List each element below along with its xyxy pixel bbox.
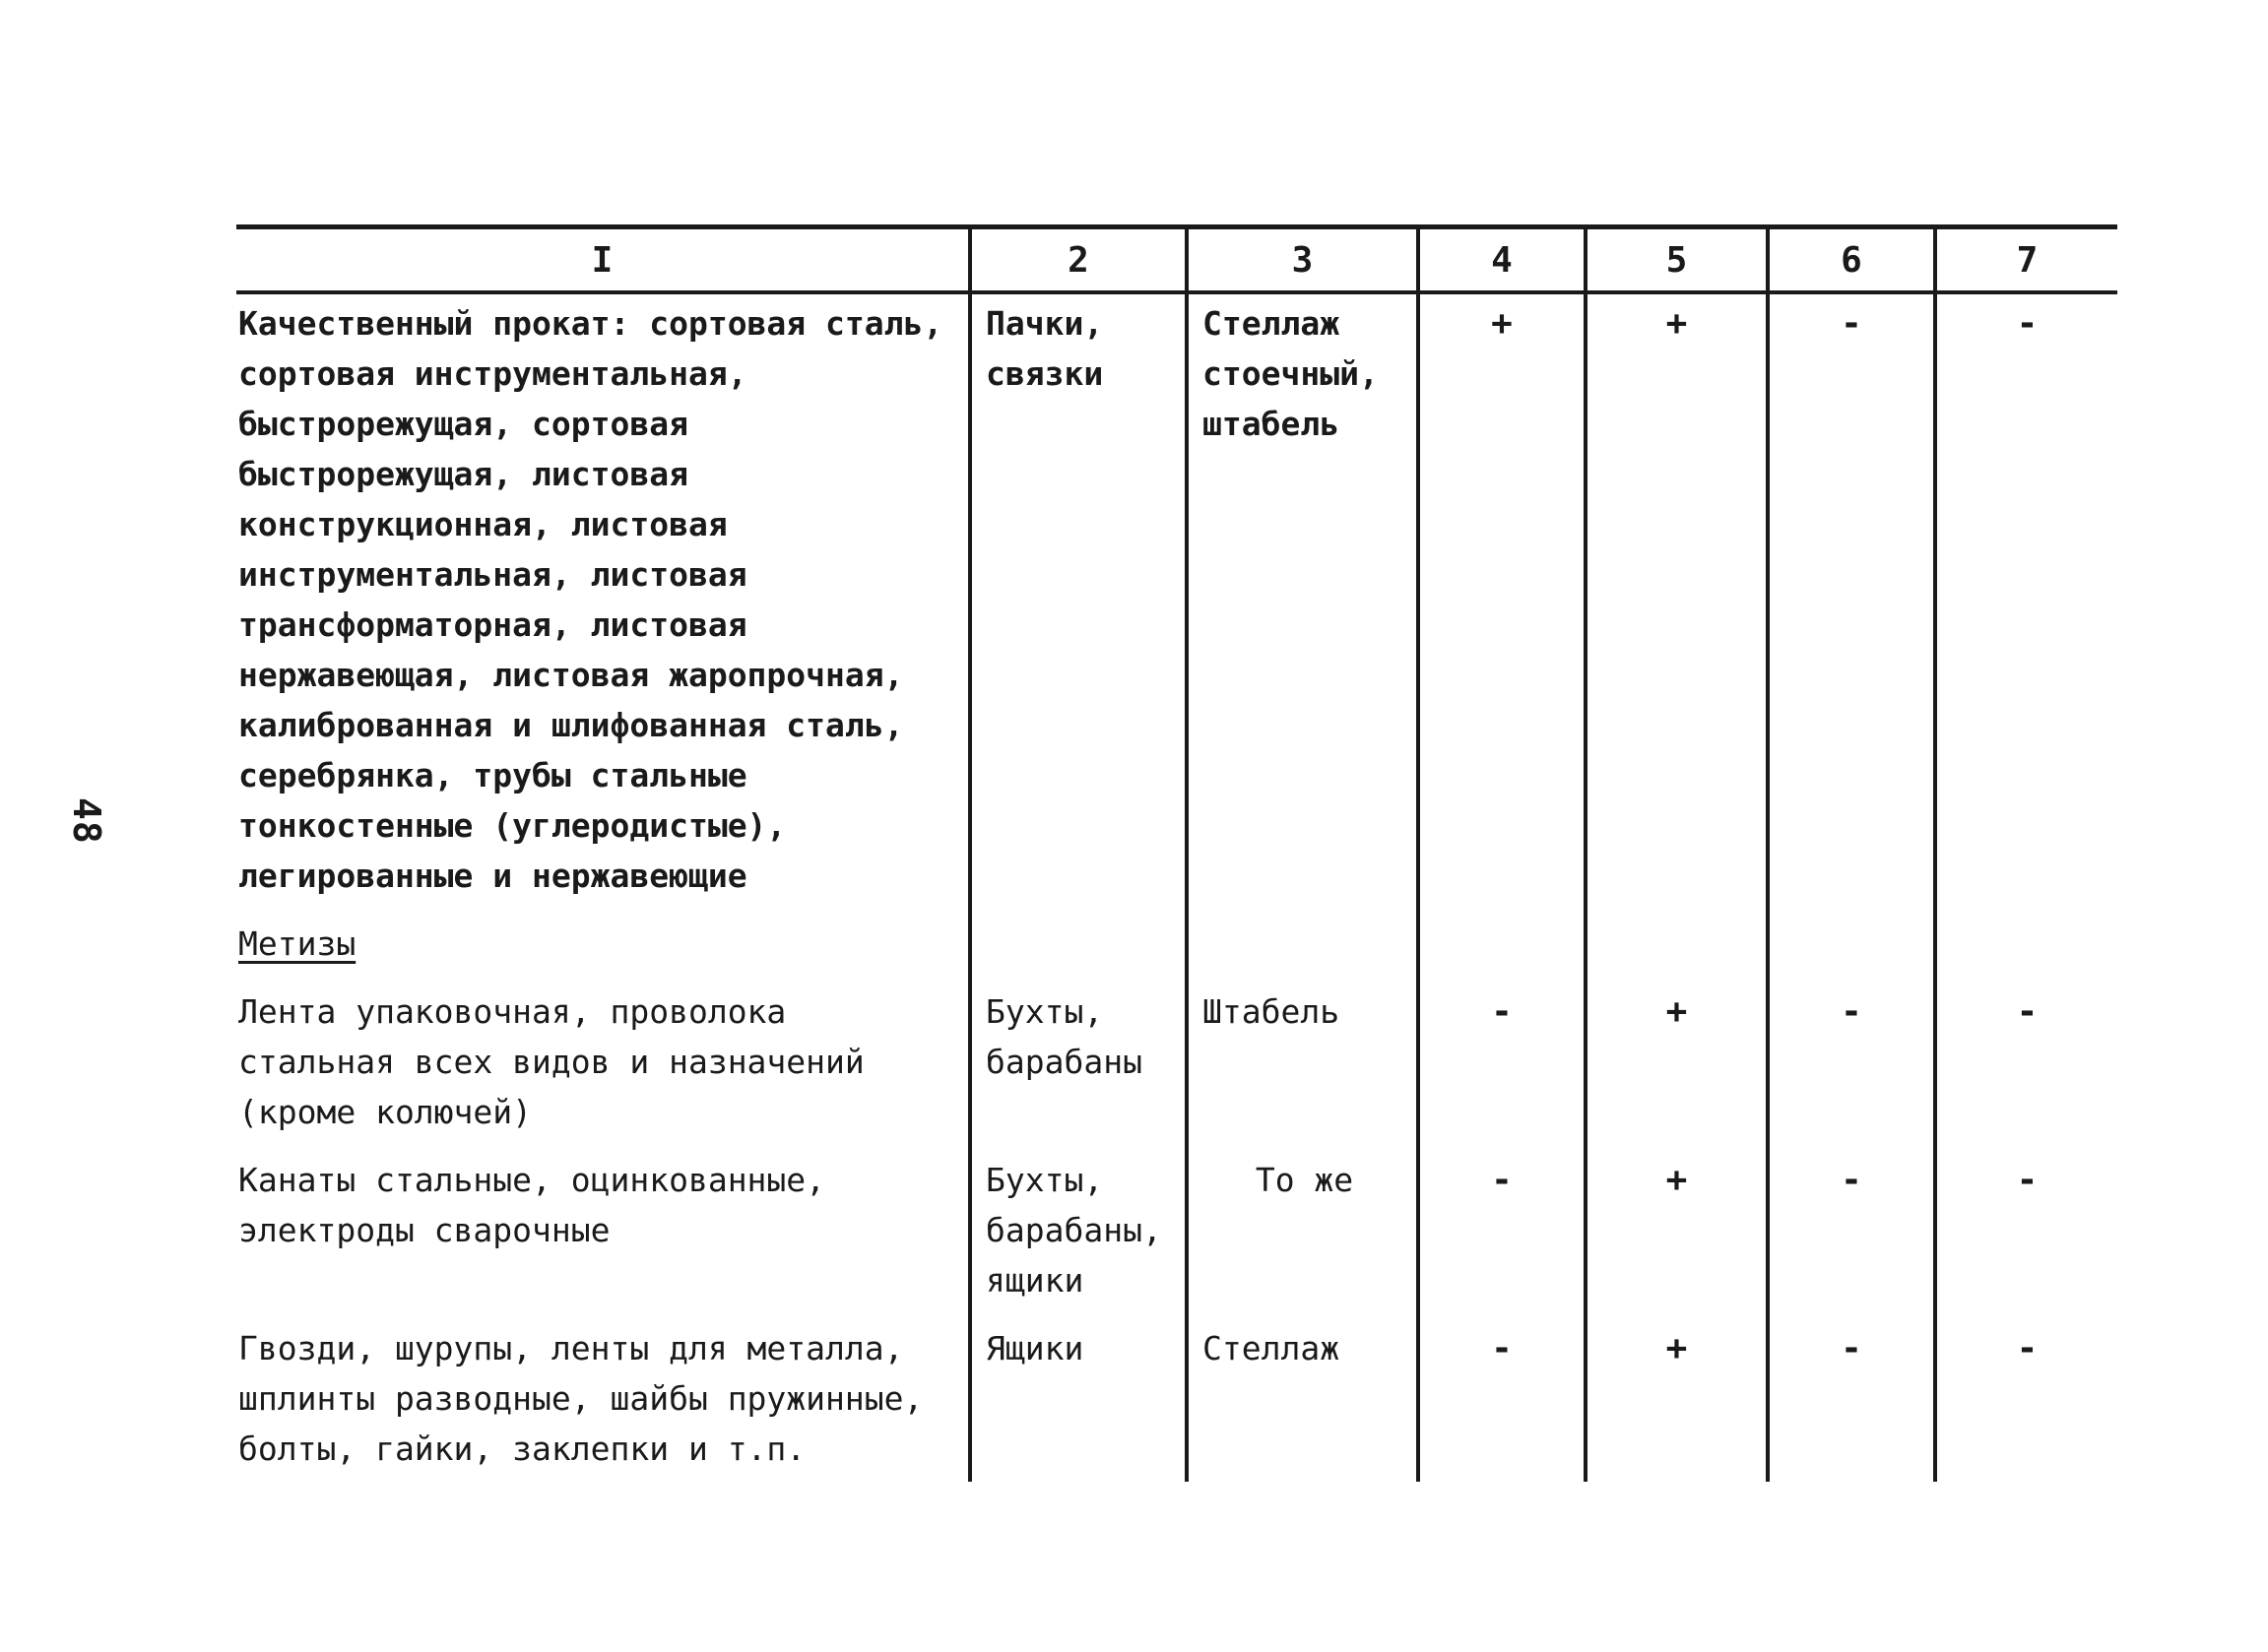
- column-4-value: -: [1418, 1305, 1586, 1482]
- column-6-value: -: [1768, 1305, 1935, 1482]
- column-7-value: -: [1935, 292, 2117, 901]
- column-header-2: 2: [970, 227, 1187, 293]
- header-row: [236, 227, 2117, 293]
- material-name-cell: Лента упаковочная, проволока стальная всех видов и назначений (кроме колючей): [238, 992, 865, 1131]
- column-5-value: +: [1586, 969, 1768, 1137]
- table-row: [236, 292, 2117, 901]
- empty-cell: [1586, 901, 1768, 969]
- packaging-cell: Бухты, барабаны: [970, 969, 1187, 1137]
- material-name-cell: Качественный прокат: сортовая сталь, сортовая инструментальная, быстрорежущая, сортовая быстрорежущая, листовая конструкционная, листовая инструментальная, листовая трансформаторная, листовая нержавеющая, листовая жаропрочная, калиброванная и шлифованная сталь, серебрянка, трубы стальные тонкостенные (углеродистые), легированные и нержавеющие: [238, 304, 943, 895]
- column-7-value: -: [1935, 969, 2117, 1137]
- column-header-1: I: [236, 227, 970, 293]
- section-title-cell: [236, 901, 970, 969]
- column-5-value: +: [1586, 1137, 1768, 1305]
- storage-table: [236, 224, 2117, 1482]
- empty-cell: [1768, 901, 1935, 969]
- section-title: Метизы: [238, 924, 356, 963]
- storage-cell: Штабель: [1187, 969, 1418, 1137]
- column-6-value: -: [1768, 969, 1935, 1137]
- column-4-value: -: [1418, 969, 1586, 1137]
- column-header-6: 6: [1768, 227, 1935, 293]
- empty-cell: [1418, 901, 1586, 969]
- table-row: [236, 1305, 2117, 1482]
- column-header-4: 4: [1418, 227, 1586, 293]
- page-number: 48: [65, 797, 108, 845]
- table-body: [236, 292, 2117, 1482]
- column-header-7: 7: [1935, 227, 2117, 293]
- column-7-value: -: [1935, 1305, 2117, 1482]
- column-header-3: 3: [1187, 227, 1418, 293]
- column-6-value: -: [1768, 292, 1935, 901]
- packaging-cell: Пачки, связки: [970, 292, 1187, 901]
- section-row: [236, 901, 2117, 969]
- column-6-value: -: [1768, 1137, 1935, 1305]
- storage-cell: Стеллаж: [1187, 1305, 1418, 1482]
- material-name-cell: Канаты стальные, оцинкованные, электроды сварочные: [238, 1161, 826, 1249]
- material-name-cell: Гвозди, шурупы, ленты для металла, шплинты разводные, шайбы пружинные, болты, гайки, заклепки и т.п.: [238, 1329, 924, 1468]
- table-row: [236, 969, 2117, 1137]
- column-7-value: -: [1935, 1137, 2117, 1305]
- storage-table-container: [236, 224, 2117, 1482]
- column-4-value: +: [1418, 292, 1586, 901]
- empty-cell: [1935, 901, 2117, 969]
- column-5-value: +: [1586, 1305, 1768, 1482]
- table-row: [236, 1137, 2117, 1305]
- storage-cell: То же: [1187, 1137, 1418, 1305]
- empty-cell: [970, 901, 1187, 969]
- empty-cell: [1187, 901, 1418, 969]
- column-header-5: 5: [1586, 227, 1768, 293]
- column-4-value: -: [1418, 1137, 1586, 1305]
- table-header: [236, 227, 2117, 293]
- column-5-value: +: [1586, 292, 1768, 901]
- packaging-cell: Бухты, барабаны, ящики: [970, 1137, 1187, 1305]
- packaging-cell: Ящики: [970, 1305, 1187, 1482]
- storage-cell: Стеллаж стоечный, штабель: [1187, 292, 1418, 901]
